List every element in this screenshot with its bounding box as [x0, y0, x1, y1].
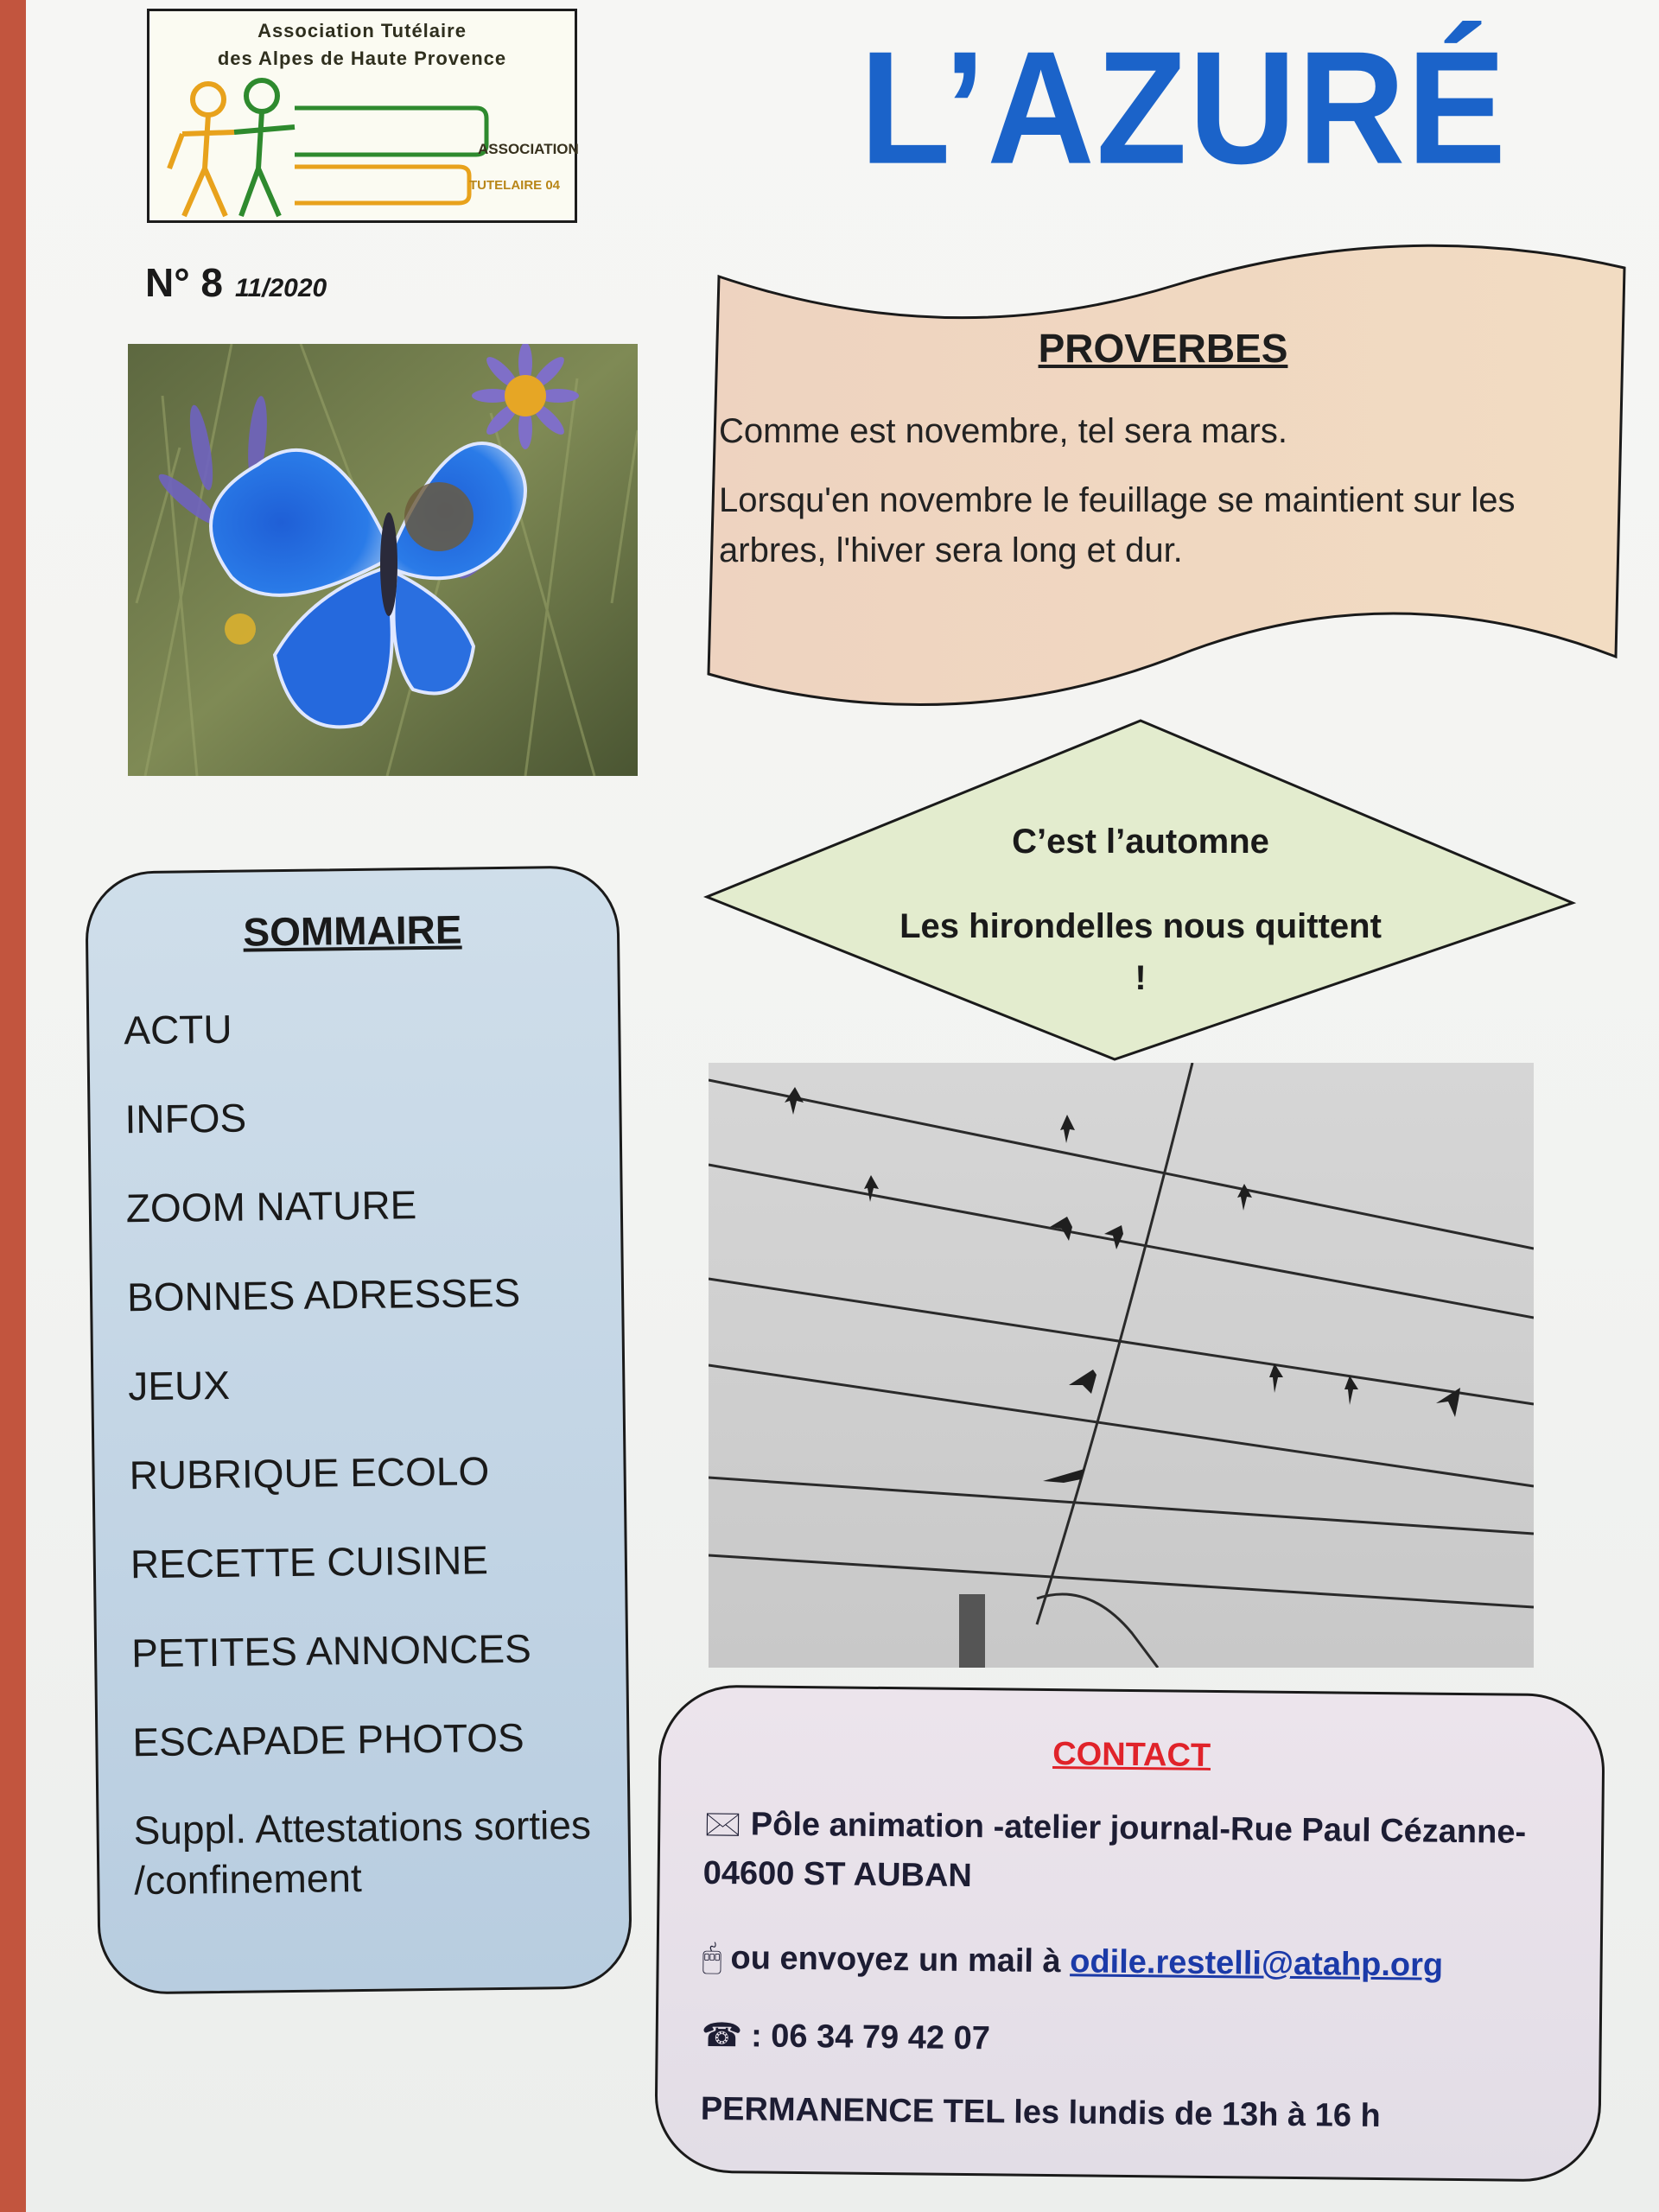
- contact-address: [702, 1800, 1576, 1908]
- logo-tag-tutelaire: TUTELAIRE 04: [469, 178, 561, 193]
- autumn-heading: C’est l’automne: [1012, 823, 1269, 861]
- autumn-swallows-text: Les hirondelles nous quittent !: [899, 907, 1382, 997]
- issue-number: [145, 259, 327, 306]
- butterfly-photo: [128, 344, 638, 776]
- sommaire-item-actu: ACTU: [124, 1006, 232, 1053]
- proverbs-title: PROVERBES: [1038, 326, 1288, 371]
- autumn-diamond-shape: [700, 717, 1581, 1063]
- sommaire-item-bonnes-adresses: BONNES ADRESSES: [126, 1269, 521, 1320]
- sommaire-item-recette-cuisine: RECETTE CUISINE: [130, 1537, 489, 1587]
- sommaire-list: [124, 980, 619, 1905]
- swallows-photo: [709, 1063, 1534, 1668]
- logo-line-1: Association Tutélaire: [257, 20, 467, 41]
- issue-date: 11/2020: [234, 274, 327, 302]
- sommaire-item-petites-annonces: PETITES ANNONCES: [130, 1625, 532, 1676]
- logo-tag-association: ASSOCIATION: [478, 141, 579, 157]
- contact-mail: [702, 1934, 1575, 1993]
- mouse-icon: 🖱: [702, 1939, 722, 1977]
- contact-phone: [701, 2012, 1574, 2070]
- sommaire-item-rubrique-ecolo: RUBRIQUE ECOLO: [129, 1448, 490, 1498]
- phone-icon: ☎: [701, 2017, 743, 2055]
- sommaire-title: SOMMAIRE: [243, 906, 462, 955]
- sommaire-item-zoom-nature: ZOOM NATURE: [125, 1182, 417, 1231]
- contact-box: [654, 1684, 1605, 2182]
- association-logo: [147, 9, 577, 223]
- issue-number-text: N° 8: [145, 260, 223, 305]
- contact-address-text: Pôle animation -atelier journal-Rue Paul Cézanne-04600 ST AUBAN: [702, 1806, 1527, 1895]
- newsletter-title: L’AZURÉ: [860, 18, 1508, 198]
- sommaire-item-jeux: JEUX: [128, 1362, 231, 1409]
- contact-title: CONTACT: [1052, 1736, 1211, 1774]
- contact-mail-prefix: ou envoyez un mail à: [730, 1940, 1061, 1980]
- contact-email-link[interactable]: odile.restelli@atahp.org: [1070, 1943, 1444, 1984]
- sommaire-item-escapade-photos: ESCAPADE PHOTOS: [132, 1714, 524, 1765]
- sommaire-item-infos: INFOS: [124, 1095, 247, 1142]
- proverb-scroll-shape: [691, 225, 1650, 709]
- proverb-2: Lorsqu'en novembre le feuillage se maintient sur les arbres, l'hiver sera long et dur.: [719, 481, 1516, 569]
- newsletter-page: [26, 0, 1659, 2212]
- sommaire-item-attestations: Suppl. Attestations sorties /confinement: [133, 1802, 592, 1903]
- contact-permanence: PERMANENCE TEL les lundis de 13h à 16 h: [700, 2090, 1381, 2135]
- logo-line-2: des Alpes de Haute Provence: [217, 48, 507, 69]
- contact-phone-text: : 06 34 79 42 07: [750, 2018, 991, 2057]
- sommaire-box: [85, 865, 632, 1994]
- proverb-1: Comme est novembre, tel sera mars.: [719, 412, 1287, 450]
- envelope-icon: 🖂: [703, 1805, 742, 1843]
